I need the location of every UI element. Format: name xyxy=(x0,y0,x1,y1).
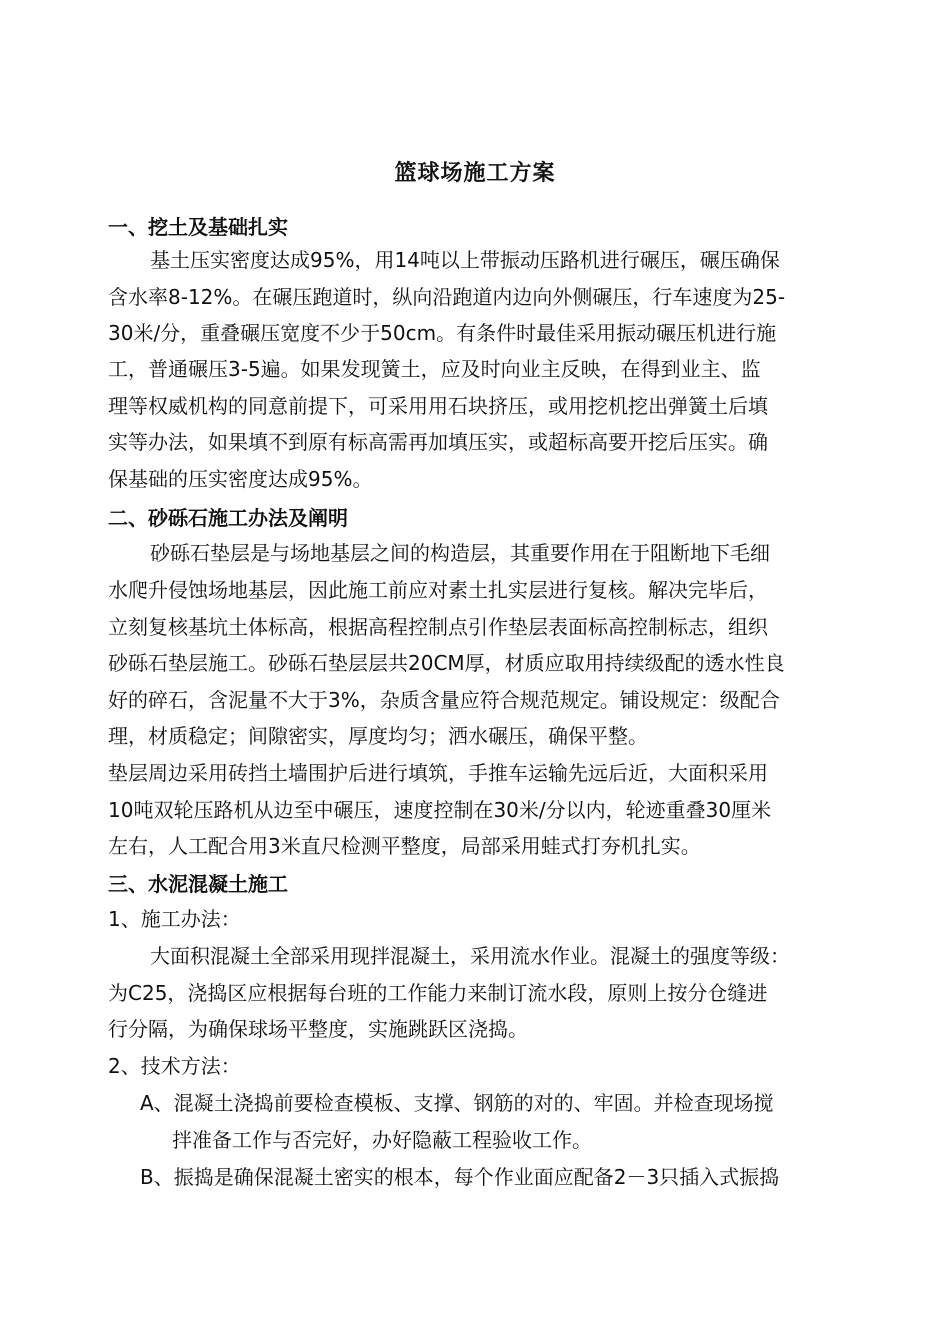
paragraph-line: 理等权威机构的同意前提下，可采用用石块挤压，或用挖机挖出弹簧土后填 xyxy=(108,394,768,418)
list-item-b: B、振捣是确保混凝土密实的根本，每个作业面应配备2－3只插入式振捣 xyxy=(140,1165,780,1189)
paragraph-line: 基土压实密度达成95%，用14吨以上带振动压路机进行碾压，碾压确保 xyxy=(150,248,780,272)
paragraph-line: 左右，人工配合用3米直尺检测平整度，局部采用蛙式打夯机扎实。 xyxy=(108,834,701,858)
paragraph-line: 实等办法，如果填不到原有标高需再加填压实，或超标高要开挖后压实。确 xyxy=(108,430,768,454)
section-heading-3: 三、水泥混凝土施工 xyxy=(108,872,288,896)
paragraph-line: 砂砾石垫层施工。砂砾石垫层层共20CM厚，材质应取用持续级配的透水性良 xyxy=(108,651,785,675)
paragraph-line: 保基础的压实密度达成95%。 xyxy=(108,467,373,491)
paragraph-line: 工，普通碾压3-5遍。如果发现簧土，应及时向业主反映，在得到业主、监 xyxy=(108,357,761,381)
paragraph-line: 好的碎石，含泥量不大于3%，杂质含量应符合规范规定。铺设规定：级配合 xyxy=(108,688,780,712)
paragraph-line: 垫层周边采用砖挡土墙围护后进行填筑，手推车运输先远后近，大面积采用 xyxy=(108,761,768,785)
paragraph-line: 砂砾石垫层是与场地基层之间的构造层，其重要作用在于阻断地下毛细 xyxy=(150,541,770,565)
section-heading-1: 一、挖土及基础扎实 xyxy=(108,215,288,239)
paragraph-line: 立刻复核基坑土体标高，根据高程控制点引作垫层表面标高控制标志，组织 xyxy=(108,615,768,639)
paragraph-line: 水爬升侵蚀场地基层，因此施工前应对素土扎实层进行复核。解决完毕后， xyxy=(108,578,768,602)
paragraph-line: 理，材质稳定；间隙密实，厚度均匀；洒水碾压，确保平整。 xyxy=(108,724,648,748)
list-item-a-continued: 拌准备工作与否完好，办好隐蔽工程验收工作。 xyxy=(172,1128,592,1152)
subsection-heading-1: 1、施工办法： xyxy=(108,907,241,931)
paragraph-line: 行分隔，为确保球场平整度，实施跳跃区浇捣。 xyxy=(108,1017,528,1041)
list-item-a: A、混凝土浇捣前要检查模板、支撑、钢筋的对的、牢固。并检查现场搅 xyxy=(140,1091,774,1115)
paragraph-line: 30米/分，重叠碾压宽度不少于50cm。有条件时最佳采用振动碾压机进行施 xyxy=(108,321,777,345)
paragraph-line: 含水率8-12%。在碾压跑道时，纵向沿跑道内边向外侧碾压，行车速度为25- xyxy=(108,285,786,309)
paragraph-line: 为C25，浇捣区应根据每台班的工作能力来制订流水段，原则上按分仓缝进 xyxy=(108,981,768,1005)
section-heading-2: 二、砂砾石施工办法及阐明 xyxy=(108,506,348,530)
paragraph-line: 10吨双轮压路机从边至中碾压，速度控制在30米/分以内，轮迹重叠30厘米 xyxy=(108,798,772,822)
document-title: 篮球场施工方案 xyxy=(394,161,556,186)
paragraph-line: 大面积混凝土全部采用现拌混凝土，采用流水作业。混凝土的强度等级： xyxy=(150,944,790,968)
subsection-heading-2: 2、技术方法： xyxy=(108,1054,241,1078)
